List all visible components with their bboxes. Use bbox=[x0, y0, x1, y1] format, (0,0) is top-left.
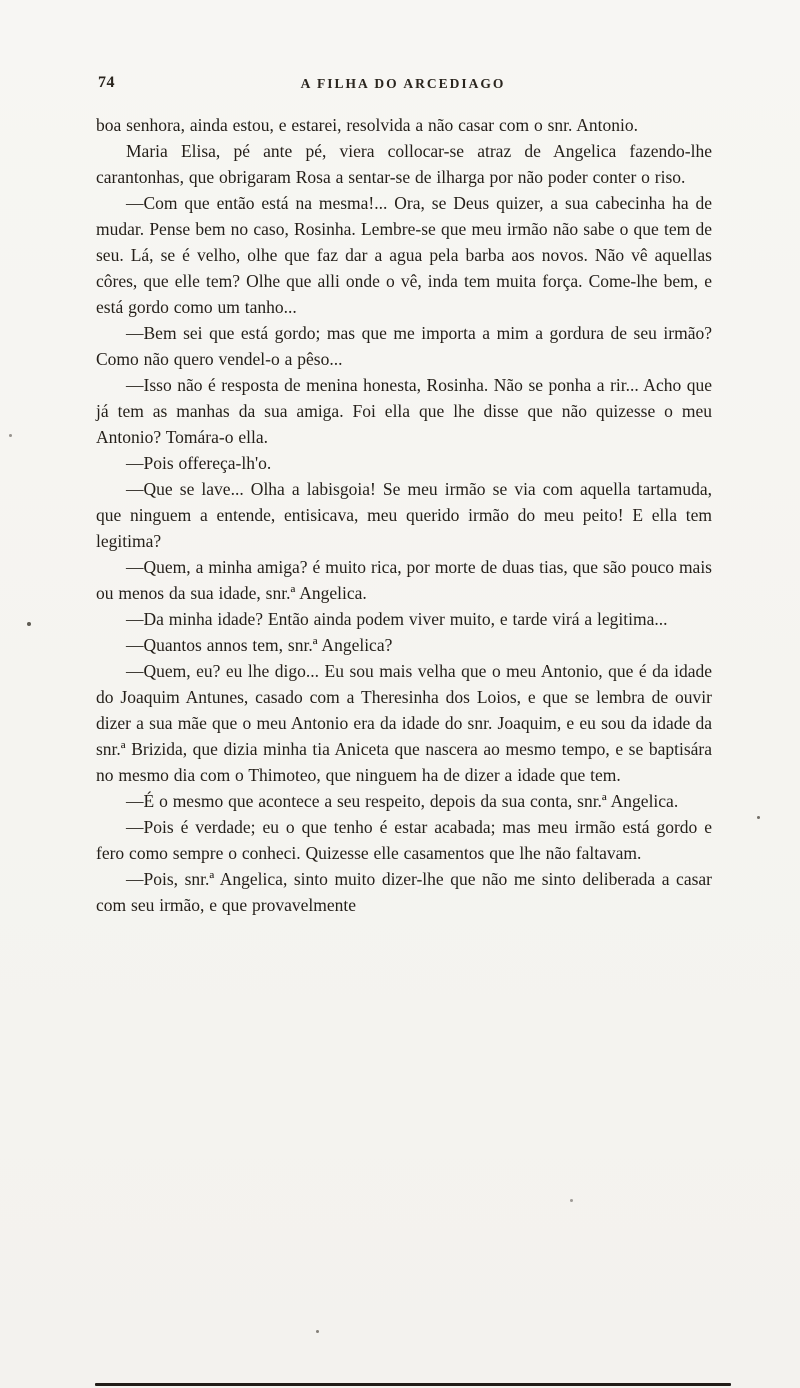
page-header bbox=[96, 74, 710, 96]
ink-speck bbox=[9, 434, 12, 437]
paragraph: —Pois, snr.ª Angelica, sinto muito dizer-lhe que não me sinto deliberada a casar com seu irmão, e que provavelmente bbox=[96, 869, 712, 915]
paragraph: —Bem sei que está gordo; mas que me importa a mim a gordura de seu irmão? Como não quero vendel-o a pêso... bbox=[96, 323, 712, 369]
paragraph: —É o mesmo que acontece a seu respeito, depois da sua conta, snr.ª Angelica. bbox=[126, 791, 679, 811]
paragraph: boa senhora, ainda estou, e estarei, resolvida a não casar com o snr. Antonio. bbox=[96, 115, 639, 135]
paragraph: —Quantos annos tem, snr.ª Angelica? bbox=[126, 635, 393, 655]
text-block bbox=[96, 112, 712, 918]
paragraph: —Pois é verdade; eu o que tenho é estar acabada; mas meu irmão está gordo e fero como sempre o conheci. Quizesse elle casamentos que lhe não faltavam. bbox=[96, 817, 712, 863]
paragraph: —Quem, eu? eu lhe digo... Eu sou mais velha que o meu Antonio, que é da idade do Joaquim Antunes, casado com a Theresinha dos Loios, e que se lembra de ouvir dizer a sua mãe que o meu Antonio era da idade do snr. Joaquim, e eu sou da idade da snr.ª Brizida, que dizia minha tia Aniceta que nascera ao mesmo tempo, e se baptisára no mesmo dia com o Thimoteo, que ninguem ha de dizer a idade que tem. bbox=[96, 661, 712, 785]
paragraph: —Que se lave... Olha a labisgoia! Se meu irmão se via com aquella tartamuda, que ninguem a entende, entisicava, meu querido irmão do meu peito! E ella tem legitima? bbox=[96, 479, 712, 551]
paragraph: Maria Elisa, pé ante pé, viera collocar-se atraz de Angelica fazendo-lhe carantonhas, que obrigaram Rosa a sentar-se de ilharga por não poder conter o riso. bbox=[96, 141, 712, 187]
paragraph: —Isso não é resposta de menina honesta, Rosinha. Não se ponha a rir... Acho que já tem as manhas da sua amiga. Foi ella que lhe disse que não quizesse o meu Antonio? Tomára-o ella. bbox=[96, 375, 712, 447]
ink-speck bbox=[316, 1330, 319, 1333]
ink-speck bbox=[757, 816, 760, 819]
paragraph: —Quem, a minha amiga? é muito rica, por morte de duas tias, que são pouco mais ou menos da sua idade, snr.ª Angelica. bbox=[96, 557, 712, 603]
running-title: A FILHA DO ARCEDIAGO bbox=[300, 76, 506, 91]
ink-speck bbox=[27, 622, 31, 626]
paragraph: —Da minha idade? Então ainda podem viver muito, e tarde virá a legitima... bbox=[126, 609, 668, 629]
paragraph: —Com que então está na mesma!... Ora, se Deus quizer, a sua cabecinha ha de mudar. Pense bem no caso, Rosinha. Lembre-se que meu irmão não sabe o que tem de seu. Lá, se é velho, olhe que faz dar a agua pela barba aos novos. Não vê aquellas côres, que elle tem? Olhe que alli onde o vê, inda tem muita força. Come-lhe bem, e está gordo como um tanho... bbox=[96, 193, 712, 317]
scan-edge-line bbox=[95, 1383, 731, 1386]
ink-speck bbox=[570, 1199, 573, 1202]
paragraph: —Pois offereça-lh'o. bbox=[126, 453, 272, 473]
page-number: 74 bbox=[98, 74, 115, 91]
